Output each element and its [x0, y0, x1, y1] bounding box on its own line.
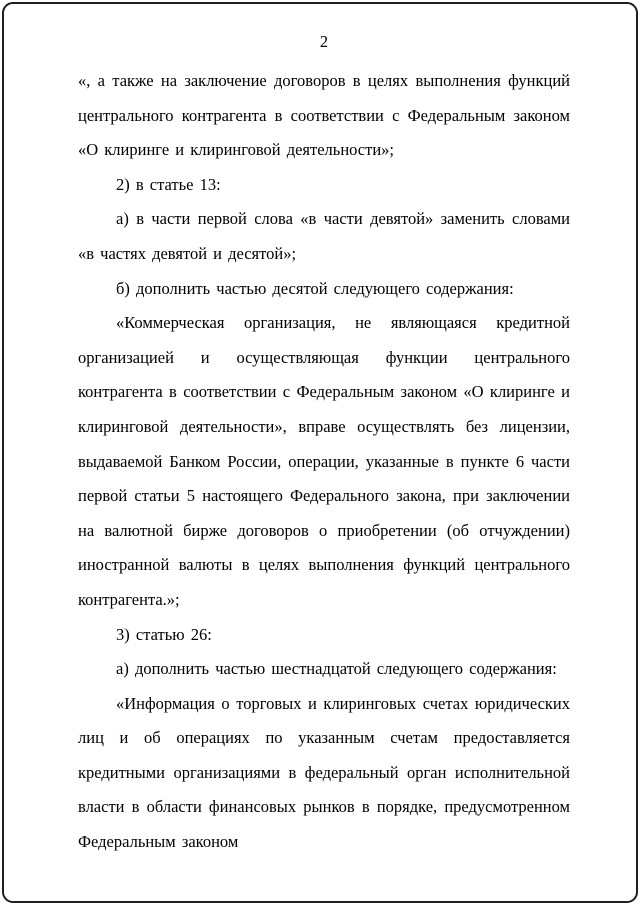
paragraph: «Информация о торговых и клиринговых счетах юридических лиц и об операциях по указанным счетам предоставляется кредитными организациями в федеральный орган исполнительной власти в области финансовых рынков в порядке, предусмотренном Федеральным законом: [78, 693, 570, 852]
document-body: [78, 64, 570, 860]
paragraph: 2) в статье 13:: [116, 174, 221, 194]
page-number: 2: [319, 32, 329, 51]
paragraph: б) дополнить частью десятой следующего содержания:: [116, 278, 514, 298]
paragraph: 3) статью 26:: [116, 624, 212, 644]
page-content: [4, 4, 636, 860]
paragraph: «Коммерческая организация, не являющаяся кредитной организацией и осуществляющая функции центрального контрагента в соответствии с Федеральным законом «О клиринге и клиринговой деятельности», вправе осуществлять без лицензии, выдаваемой Банком России, операции, указанные в пункте 6 части первой статьи 5 настоящего Федерального закона, при заключении на валютной бирже договоров о приобретении (об отчуждении) иностранной валюты в целях выполнения функций центрального контрагента.»;: [78, 313, 570, 609]
paragraph: «, а также на заключение договоров в целях выполнения функций центрального контрагента в соответствии с Федеральным законом «О клиринге и клиринговой деятельности»;: [78, 71, 570, 160]
paragraph: а) дополнить частью шестнадцатой следующего содержания:: [116, 659, 557, 679]
document-page: [2, 2, 638, 903]
paragraph: а) в части первой слова «в части девятой» заменить словами «в частях девятой и десятой»;: [78, 209, 570, 263]
